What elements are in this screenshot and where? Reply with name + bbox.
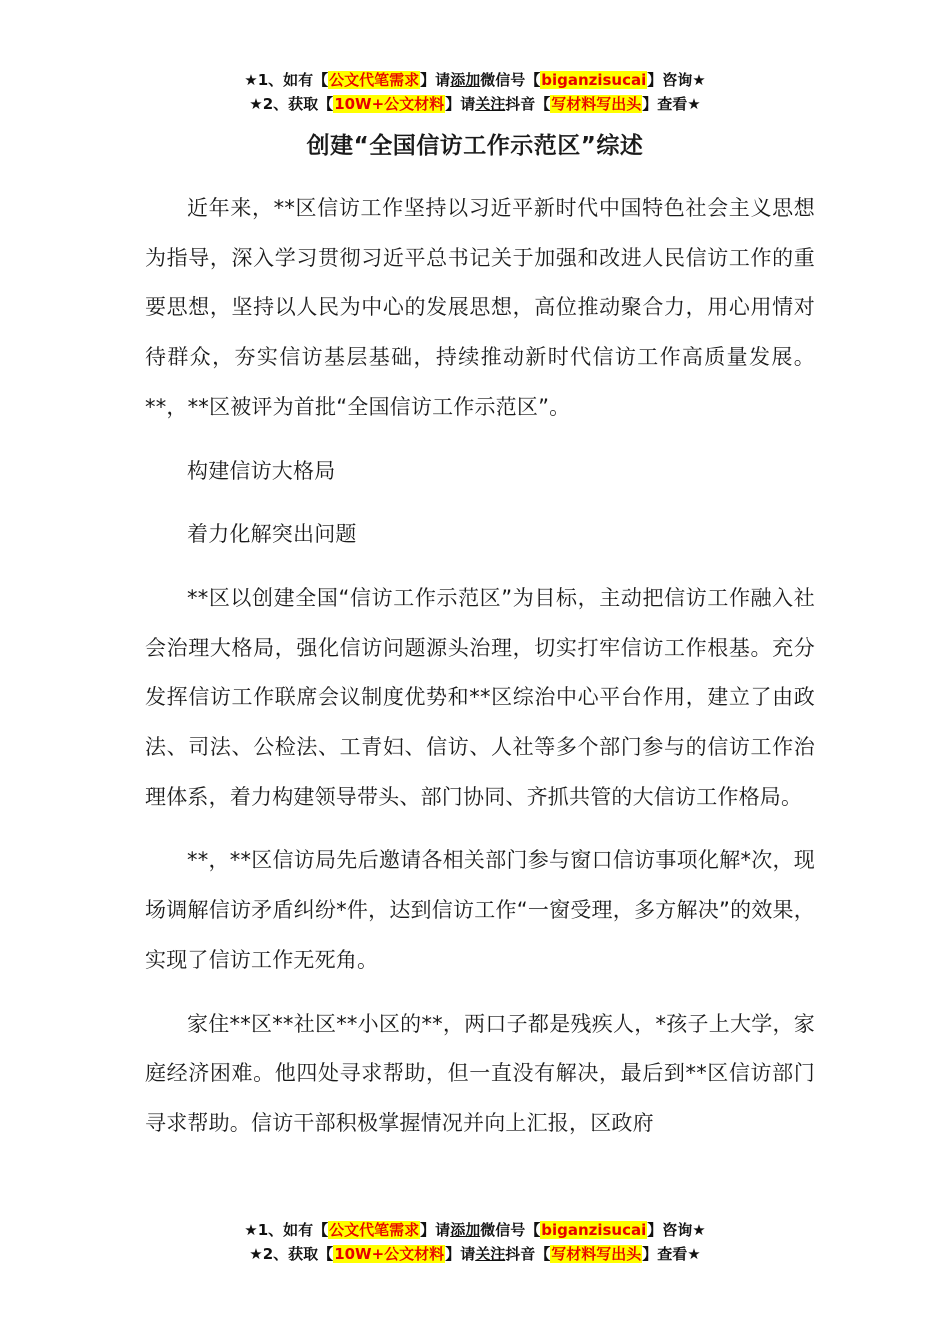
banner-text: 】查看★ — [642, 1245, 701, 1263]
banner-highlight: 公文代笔需求 — [329, 71, 420, 89]
banner-text: 】请 — [420, 71, 451, 89]
banner-text: 】请 — [420, 1221, 451, 1239]
section-heading: 构建信访大格局 — [187, 458, 336, 483]
banner-highlight: 10W+公文材料 — [334, 95, 445, 113]
banner-text: 】咨询★ — [647, 71, 706, 89]
banner-text: 抖音【 — [505, 95, 551, 113]
banner-text: 】查看★ — [642, 95, 701, 113]
banner-text: ★2、获取【 — [249, 95, 334, 113]
banner-highlight: 写材料写出头 — [551, 95, 642, 113]
banner-underlined: 关注 — [475, 95, 506, 113]
paragraph: 近年来，**区信访工作坚持以习近平新时代中国特色社会主义思想为指导，深入学习贯彻习近平总书记关于加强和改进人民信访工作的重要思想，坚持以人民为中心的发展思想，高位推动聚合力，用心用情对待群众，夯实信访基层基础，持续推动新时代信访工作高质量发展。**，**区被评为首批“全国信访工作示范区”。 — [145, 196, 815, 419]
banner-text: 微信号【 — [480, 1221, 541, 1239]
banner-underlined: 添加 — [450, 71, 481, 89]
banner-text: 抖音【 — [505, 1245, 551, 1263]
banner-underlined: 关注 — [475, 1245, 506, 1263]
banner-text: 】请 — [445, 1245, 476, 1263]
banner-highlight: 写材料写出头 — [551, 1245, 642, 1263]
document-title: 创建“全国信访工作示范区”综述 — [306, 133, 644, 159]
banner-text: ★2、获取【 — [249, 1245, 334, 1263]
banner-highlight: 公文代笔需求 — [329, 1221, 420, 1239]
paragraph: 家住**区**社区**小区的**，两口子都是残疾人，*孩子上大学，家庭经济困难。他四处寻求帮助，但一直没有解决，最后到**区信访部门寻求帮助。信访干部积极掌握情况并向上汇报，区政府 — [145, 1011, 815, 1135]
banner-line-1 — [0, 1218, 950, 1242]
banner-underlined: 添加 — [450, 1221, 481, 1239]
banner-highlight: biganzisucai — [541, 1221, 647, 1239]
banner-highlight: 10W+公文材料 — [334, 1245, 445, 1263]
header-banner — [0, 68, 950, 116]
paragraph: **，**区信访局先后邀请各相关部门参与窗口信访事项化解*次，现场调解信访矛盾纠纷*件，达到信访工作“一窗受理，多方解决”的效果，实现了信访工作无死角。 — [145, 848, 815, 972]
banner-text: ★1、如有【 — [244, 71, 329, 89]
paragraph: **区以创建全国“信访工作示范区”为目标，主动把信访工作融入社会治理大格局，强化信访问题源头治理，切实打牢信访工作根基。充分发挥信访工作联席会议制度优势和**区综治中心平台作用，建立了由政法、司法、公检法、工青妇、信访、人社等多个部门参与的信访工作治理体系，着力构建领导带头、部门协同、齐抓共管的大信访工作格局。 — [145, 585, 815, 809]
banner-line-1 — [0, 68, 950, 92]
banner-text: ★1、如有【 — [244, 1221, 329, 1239]
banner-line-2 — [0, 92, 950, 116]
banner-text: 】请 — [445, 95, 476, 113]
document-body — [145, 184, 815, 1163]
section-heading: 着力化解突出问题 — [187, 522, 357, 547]
footer-banner — [0, 1218, 950, 1266]
banner-text: 微信号【 — [480, 71, 541, 89]
banner-text: 】咨询★ — [647, 1221, 706, 1239]
banner-highlight: biganzisucai — [541, 71, 647, 89]
banner-line-2 — [0, 1242, 950, 1266]
